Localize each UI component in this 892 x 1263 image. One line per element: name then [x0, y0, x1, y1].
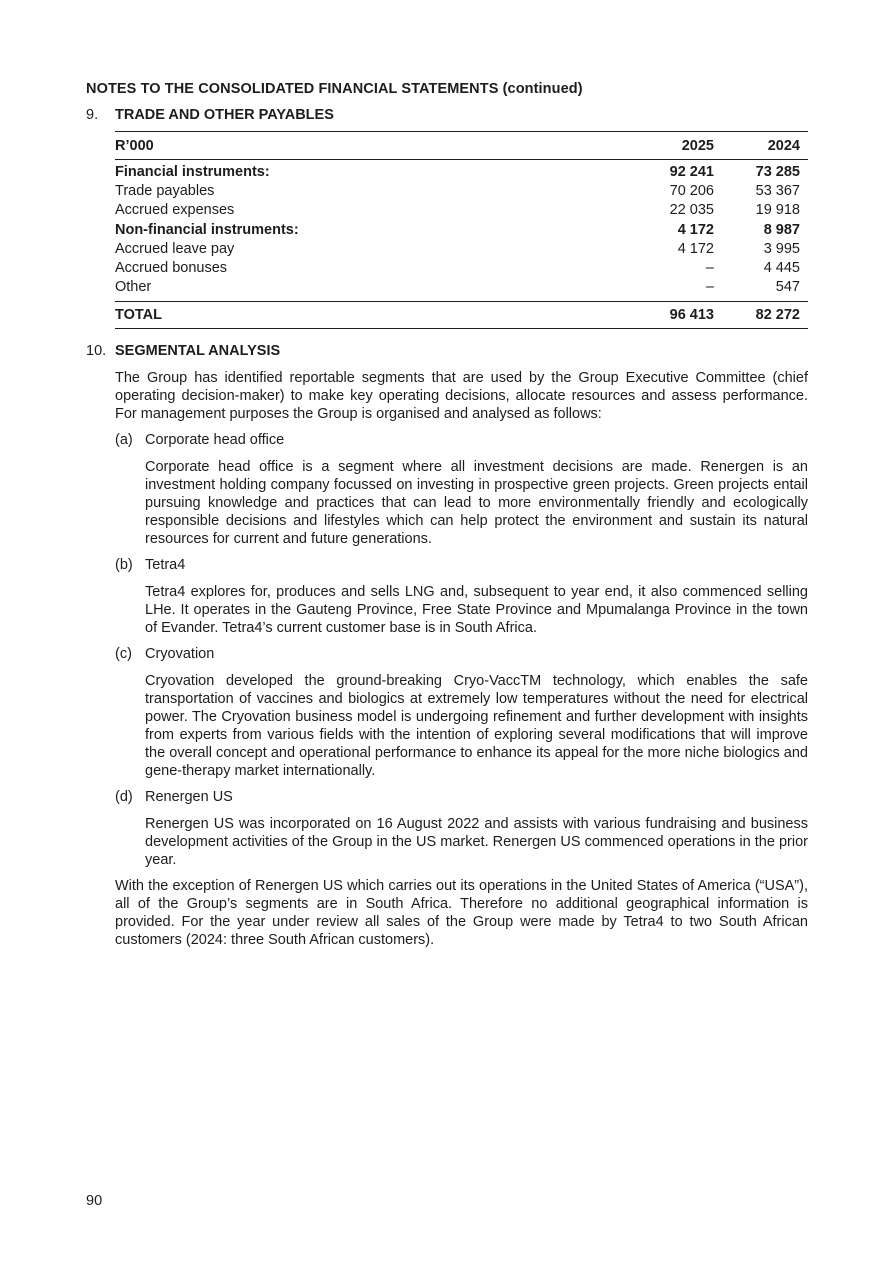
table-row — [115, 220, 808, 239]
page-number: 90 — [86, 1193, 103, 1209]
total-row — [115, 301, 808, 329]
segment-d-text: Renergen US was incorporated on 16 August 2022 and assists with various fundraising and business development activities of the Group in the US market. Renergen US commenced operations in the prior year. — [145, 816, 808, 868]
segment-letter: (b) — [115, 557, 133, 573]
row-label: Non-financial instruments: — [115, 221, 299, 238]
section-number: 10. — [86, 343, 107, 359]
unit-header: R’000 — [115, 137, 154, 154]
segment-letter: (d) — [115, 789, 133, 805]
table-row — [115, 258, 808, 277]
segment-name: Cryovation — [145, 646, 215, 662]
segments-intro: The Group has identified reportable segments that are used by the Group Executive Committee (chief operating decision-maker) to make key operating decisions, allocate resources and assess performance. For management purposes the Group is organised and analysed as follows: — [115, 370, 808, 422]
table-row — [115, 201, 808, 220]
value-2024: 4 445 — [763, 260, 800, 277]
value-2024: 53 367 — [755, 182, 800, 199]
segment-name: Renergen US — [145, 789, 233, 805]
total-label: TOTAL — [115, 307, 162, 324]
table-row — [115, 162, 808, 181]
table-row — [115, 239, 808, 258]
payables-table — [115, 131, 808, 329]
year-2025-header: 2025 — [681, 137, 714, 154]
table-body — [115, 162, 808, 297]
value-2025: 4 172 — [677, 221, 714, 238]
year-2024-header: 2024 — [767, 137, 800, 154]
value-2024: 73 285 — [755, 163, 800, 180]
segments-closing: With the exception of Renergen US which carries out its operations in the United States of America (“USA”), all of the Group’s segments are in South Africa. Therefore no additional geographical information is provided. For the year under review all sales of the Group were made by Tetra4 to two South African customers (2024: three South African customers). — [115, 878, 808, 948]
row-label: Financial instruments: — [115, 163, 270, 180]
segment-a-text: Corporate head office is a segment where all investment decisions are made. Renergen is an investment holding company focussed on investing in prospective green projects. Green projects entail pursuing knowledge and practices that can lead to more environmentally friendly and ecologically responsible decisions and lifestyles which can help protect the environment and sustain its natural resources for current and future generations. — [145, 459, 808, 547]
table-header-row — [115, 131, 808, 160]
row-label: Accrued bonuses — [115, 260, 228, 277]
value-2024: 547 — [775, 279, 800, 296]
total-2025: 96 413 — [669, 307, 714, 324]
page-title: NOTES TO THE CONSOLIDATED FINANCIAL STATEMENTS (continued) — [86, 81, 583, 97]
segment-name: Tetra4 — [145, 557, 186, 573]
row-label: Other — [115, 279, 152, 296]
section-number: 9. — [86, 107, 99, 123]
value-2025: 92 241 — [669, 163, 714, 180]
row-label: Accrued expenses — [115, 202, 235, 219]
value-2024: 8 987 — [763, 221, 800, 238]
section-10-heading — [86, 343, 280, 359]
segment-b-text: Tetra4 explores for, produces and sells LNG and, subsequent to year end, it also commenced selling LHe. It operates in the Gauteng Province, Free State Province and Mpumalanga Province in the town of Evander. Tetra4’s current customer base is in South Africa. — [145, 584, 808, 636]
value-2024: 3 995 — [763, 240, 800, 257]
segment-c-text: Cryovation developed the ground-breaking Cryo-VaccTM technology, which enables the safe transportation of vaccines and biologics at extremely low temperatures without the need for electrical power. The Cryovation business model is undergoing refinement and further development with insights from experts from various fields with the intention of exploring several modifications that will improve the overall concept and operational performance to enhance its appeal for the more niche biologics and gene-therapy market internationally. — [145, 673, 808, 779]
segment-letter: (c) — [115, 646, 132, 662]
value-2025: – — [705, 279, 714, 296]
segment-letter: (a) — [115, 432, 133, 448]
segment-c-heading — [115, 646, 214, 662]
row-label: Trade payables — [115, 182, 215, 199]
section-9-heading — [86, 107, 334, 123]
table-row — [115, 181, 808, 200]
value-2025: 4 172 — [677, 240, 714, 257]
section-title: SEGMENTAL ANALYSIS — [115, 343, 281, 359]
segment-name: Corporate head office — [145, 432, 285, 448]
value-2025: – — [705, 260, 714, 277]
segment-a-heading — [115, 432, 284, 448]
row-label: Accrued leave pay — [115, 240, 235, 257]
total-2024: 82 272 — [755, 307, 800, 324]
value-2025: 22 035 — [669, 202, 714, 219]
segment-d-heading — [115, 789, 233, 805]
section-title: TRADE AND OTHER PAYABLES — [115, 107, 334, 123]
value-2025: 70 206 — [669, 182, 714, 199]
table-row — [115, 278, 808, 297]
segment-b-heading — [115, 557, 185, 573]
value-2024: 19 918 — [755, 202, 800, 219]
